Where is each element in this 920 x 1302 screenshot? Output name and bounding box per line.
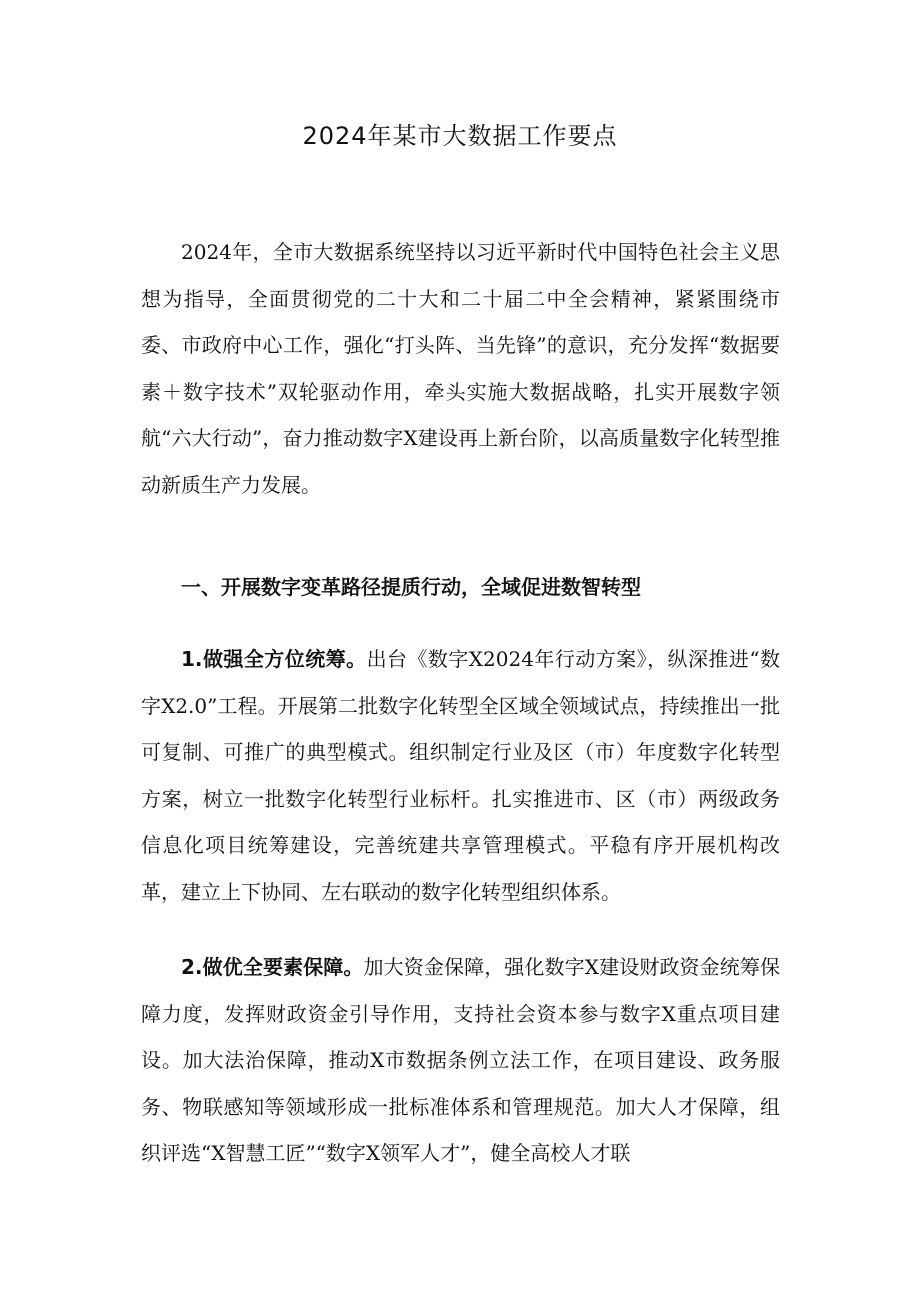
intro-paragraph: 2024年，全市大数据系统坚持以习近平新时代中国特色社会主义思想为指导，全面贯彻党的二十大和二十届二中全会精神，紧紧围绕市委、市政府中心工作，强化“打头阵、当先锋”的意识，充分发挥“数据要素＋数字技术”双轮驱动作用，牵头实施大数据战略，扎实开展数字领航“六大行动”，奋力推动数字X建设再上新台阶，以高质量数字化转型推动新质生产力发展。: [141, 240, 780, 497]
document-title: 2024年某市大数据工作要点: [302, 122, 618, 150]
item-body-1: 出台《数字X2024年行动方案》，纵深推进“数字X2.0”工程。开展第二批数字化转型全区域全领域试点，持续推出一批可复制、可推广的典型模式。组织制定行业及区（市）年度数字化转型方案，树立一批数字化转型行业标杆。扎实推进市、区（市）两级政务信息化项目统筹建设，完善统建共享管理模式。平稳有序开展机构改革，建立上下协同、左右联动的数字化转型组织体系。: [141, 647, 780, 904]
item-paragraph-1: [141, 636, 780, 915]
section-heading: 一、开展数字变革路径提质行动，全域促进数智转型: [181, 575, 641, 599]
item-paragraph-2: [141, 944, 780, 1177]
item-lead-2: 2.做优全要素保障。: [181, 955, 364, 979]
item-lead-1: 1.做强全方位统筹。: [181, 647, 367, 671]
item-body-2: 加大资金保障，强化数字X建设财政资金统筹保障力度，发挥财政资金引导作用，支持社会资本参与数字X重点项目建设。加大法治保障，推动X市数据条例立法工作，在项目建设、政务服务、物联感知等领域形成一批标准体系和管理规范。加大人才保障，组织评选“X智慧工匠”“数字X领军人才”，健全高校人才联: [141, 955, 780, 1165]
